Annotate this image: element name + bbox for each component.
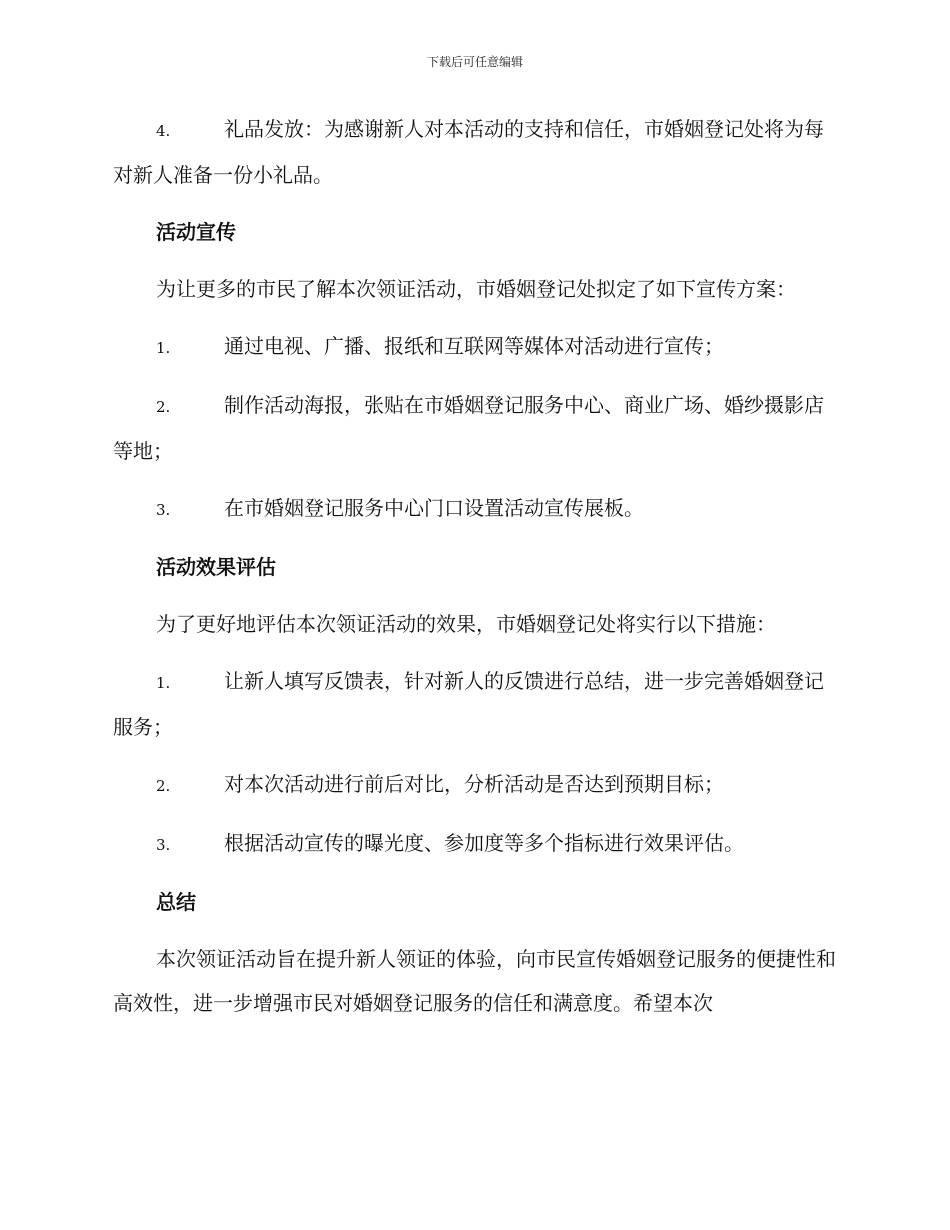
section-heading-summary: 总结 xyxy=(156,890,196,914)
list-number: 3. xyxy=(156,501,171,519)
paragraph-evaluation-intro: 为了更好地评估本次领证活动的效果，市婚姻登记处将实行以下措施： xyxy=(156,612,776,636)
list-text: 礼品发放：为感谢新人对本活动的支持和信任，市婚姻登记处将为每对新人准备一份小礼品。 xyxy=(113,117,824,187)
list-item xyxy=(113,659,837,749)
list-item xyxy=(113,383,837,473)
section-heading-promotion: 活动宣传 xyxy=(156,220,236,244)
paragraph-promotion-intro: 为让更多的市民了解本次领证活动，市婚姻登记处拟定了如下宣传方案： xyxy=(156,277,796,301)
list-text: 让新人填写反馈表，针对新人的反馈进行总结，进一步完善婚姻登记服务； xyxy=(113,669,824,739)
list-item-gift xyxy=(113,107,837,197)
list-item xyxy=(113,486,837,532)
list-number: 2. xyxy=(156,398,171,416)
list-number: 2. xyxy=(156,777,171,795)
list-number: 1. xyxy=(156,674,171,692)
list-text: 根据活动宣传的曝光度、参加度等多个指标进行效果评估。 xyxy=(224,831,744,855)
list-text: 通过电视、广播、报纸和互联网等媒体对活动进行宣传； xyxy=(224,334,724,358)
list-number: 3. xyxy=(156,836,171,854)
list-text: 制作活动海报，张贴在市婚姻登记服务中心、商业广场、婚纱摄影店等地； xyxy=(113,393,824,463)
document-body xyxy=(113,107,837,1038)
page-header: 下载后可任意编辑 xyxy=(426,55,523,69)
list-text: 对本次活动进行前后对比，分析活动是否达到预期目标； xyxy=(224,772,724,796)
paragraph-summary: 本次领证活动旨在提升新人领证的体验，向市民宣传婚姻登记服务的便捷性和高效性，进一步增强市民对婚姻登记服务的信任和满意度。希望本次 xyxy=(113,947,836,1015)
section-heading-evaluation: 活动效果评估 xyxy=(156,555,276,579)
list-number: 1. xyxy=(156,339,171,357)
list-item xyxy=(113,762,837,808)
list-text: 在市婚姻登记服务中心门口设置活动宣传展板。 xyxy=(224,496,644,520)
list-item xyxy=(113,324,837,370)
list-item xyxy=(113,821,837,867)
list-number: 4. xyxy=(156,122,171,140)
